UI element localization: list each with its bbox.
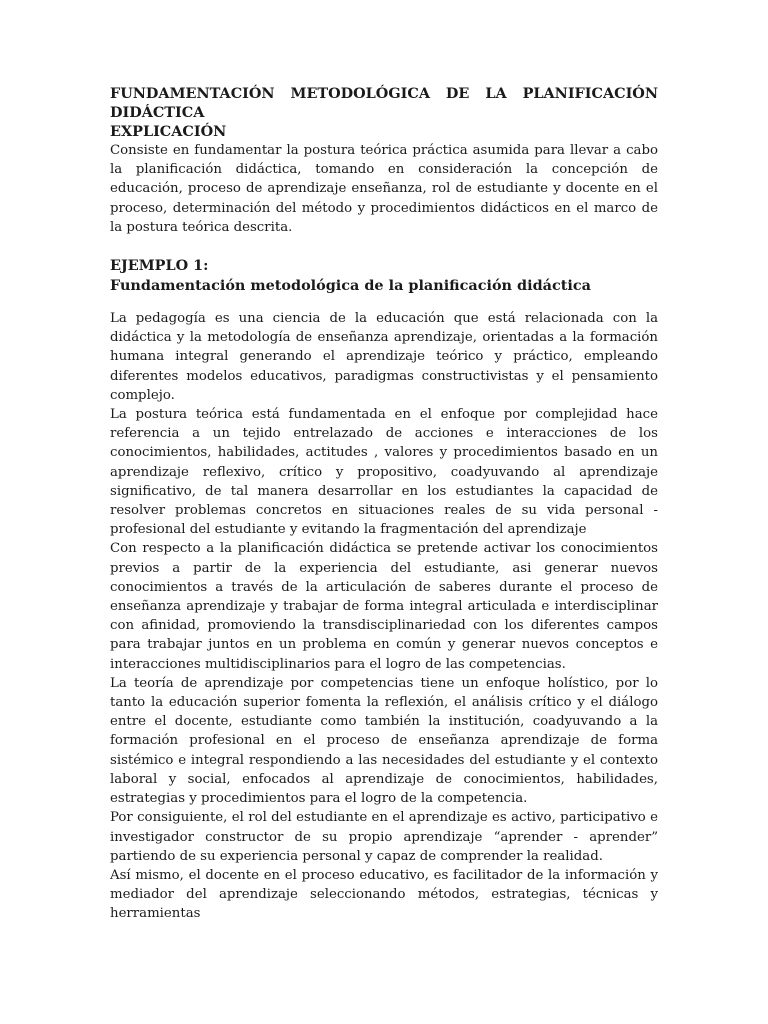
document-title-line-1: FUNDAMENTACIÓN METODOLÓGICA DE LA PLANIFICACIÓN (110, 85, 658, 102)
document-title-line-2: DIDÁCTICA (110, 104, 205, 121)
paragraph-rol-estudiante: Por consiguiente, el rol del estudiante en el aprendizaje es activo, participativo e investigador constructor de su propio aprendizaje “aprender - aprender” partiendo de su experiencia personal y capaz de comprender la realidad. (110, 810, 658, 864)
paragraph-rol-docente: Así mismo, el docente en el proceso educativo, es facilitador de la información y mediador del aprendizaje seleccionando métodos, estrategias, técnicas y herramientas (110, 867, 658, 922)
section-heading-explicacion: EXPLICACIÓN (110, 123, 227, 140)
paragraph-planificacion: Con respecto a la planificación didáctica se pretende activar los conocimientos previos a partir de la experiencia del estudiante, asi generar nuevos conocimientos a través de la articulación de saberes durante el proceso de enseñanza aprendizaje y trabajar de forma integral articulada e interdisciplinar con afinidad, promoviendo la transdisciplinariedad con los diferentes campos para trabajar juntos en un problema en común y generar nuevos conceptos e interacciones multidisciplinarios para el logro de las competencias. (110, 541, 658, 672)
example-title: Fundamentación metodológica de la planificación didáctica (110, 277, 591, 295)
paragraph-pedagogia: La pedagogía es una ciencia de la educación que está relacionada con la didáctica y la metodología de enseñanza aprendizaje, orientadas a la formación humana integral generando el aprendizaje teórico y práctico, empleando diferentes modelos educativos, paradigmas constructivistas y el pensamiento complejo. (110, 311, 658, 403)
paragraph-postura-teorica: La postura teórica está fundamentada en el enfoque por complejidad hace referencia a un tejido entrelazado de acciones e interacciones de los conocimientos, habilidades, actitudes , valores y procedimientos basado en un aprendizaje reflexivo, crítico y propositivo, coadyuvando al aprendizaje significativo, de tal manera desarrollar en los estudiantes la capacidad de resolver problemas concretos en situaciones reales de su vida personal - profesional del estudiante y evitando la fragmentación del aprendizaje (110, 407, 658, 538)
example-section (110, 256, 658, 924)
example-label: EJEMPLO 1: (110, 257, 209, 275)
document-page (110, 84, 658, 924)
paragraph-competencias: La teoría de aprendizaje por competencias tiene un enfoque holístico, por lo tanto la educación superior fomenta la reflexión, el análisis crítico y el diálogo entre el docente, estudiante como también la institución, coadyuvando a la formación profesional en el proceso de enseñanza aprendizaje de forma sistémico e integral respondiendo a las necesidades del estudiante y el contexto laboral y social, enfocados al aprendizaje de conocimientos, habilidades, estrategias y procedimientos para el logro de la competencia. (110, 675, 658, 807)
intro-paragraph: Consiste en fundamentar la postura teórica práctica asumida para llevar a cabo la planificación didáctica, tomando en consideración la concepción de educación, proceso de aprendizaje enseñanza, rol de estudiante y docente en el proceso, determinación del método y procedimientos didácticos en el marco de la postura teórica descrita. (110, 143, 658, 235)
document-title (110, 84, 658, 122)
